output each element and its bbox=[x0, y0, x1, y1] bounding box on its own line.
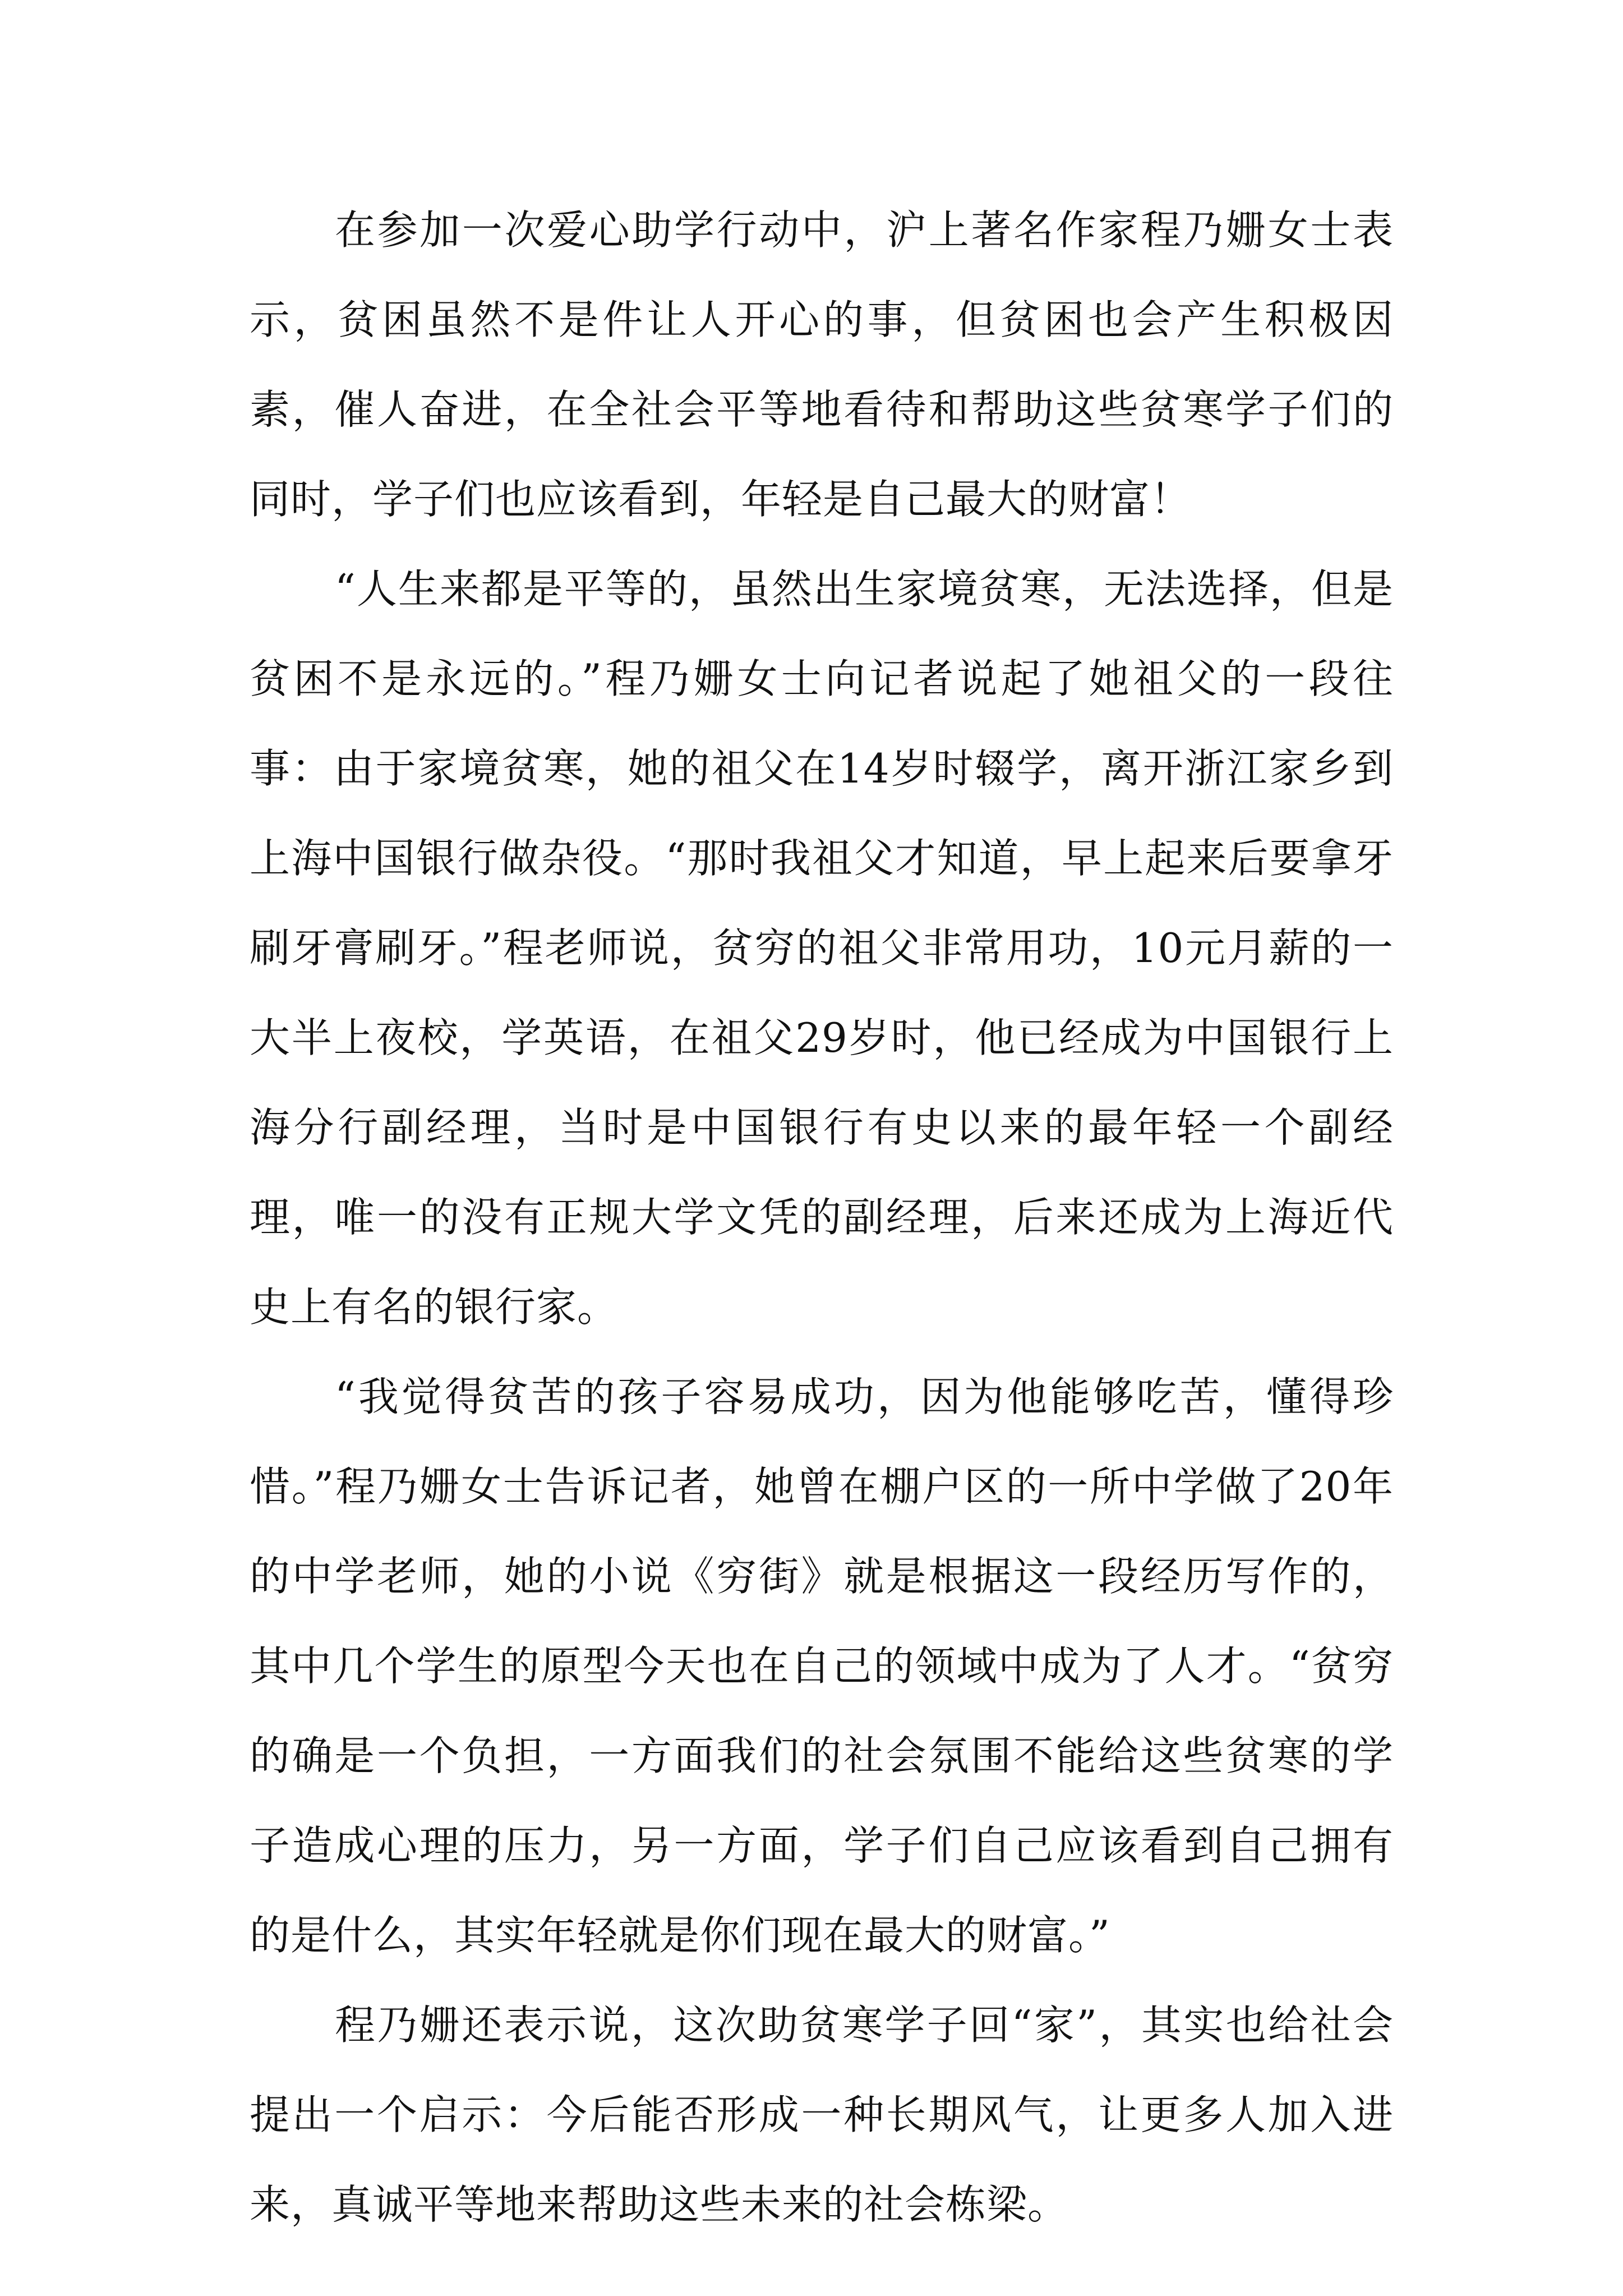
paragraph-2: “人生来都是平等的，虽然出生家境贫寒，无法选择，但是贫困不是永远的。”程乃姗女士向记者说起了她祖父的一段往事：由于家境贫寒，她的祖父在14岁时辍学，离开浙江家乡到上海中国银行做杂役。“那时我祖父才知道，早上起来后要拿牙刷牙膏刷牙。”程老师说，贫穷的祖父非常用功，10元月薪的一大半上夜校，学英语，在祖父29岁时，他已经成为中国银行上海分行副经理，当时是中国银行有史以来的最年轻一个副经理，唯一的没有正规大学文凭的副经理，后来还成为上海近代史上有名的银行家。 bbox=[250, 565, 1394, 1331]
paragraph-4: 程乃姗还表示说，这次助贫寒学子回“家”，其实也给社会提出一个启示：今后能否形成一种长期风气，让更多人加入进来，真诚平等地来帮助这些未来的社会栋梁。 bbox=[250, 2001, 1394, 2228]
paragraph-3: “我觉得贫苦的孩子容易成功，因为他能够吃苦，懂得珍惜。”程乃姗女士告诉记者，她曾在棚户区的一所中学做了20年的中学老师，她的小说《穷街》就是根据这一段经历写作的，其中几个学生的原型今天也在自己的领域中成为了人才。“贫穷的确是一个负担，一方面我们的社会氛围不能给这些贫寒的学子造成心理的压力，另一方面，学子们自己应该看到自己拥有的是什么，其实年轻就是你们现在最大的财富。” bbox=[250, 1373, 1394, 1959]
paragraph-1: 在参加一次爱心助学行动中，沪上著名作家程乃姗女士表示，贫困虽然不是件让人开心的事，但贫困也会产生积极因素，催人奋进，在全社会平等地看待和帮助这些贫寒学子们的同时，学子们也应该看到，年轻是自己最大的财富！ bbox=[250, 206, 1394, 523]
article-body bbox=[250, 185, 1394, 2249]
